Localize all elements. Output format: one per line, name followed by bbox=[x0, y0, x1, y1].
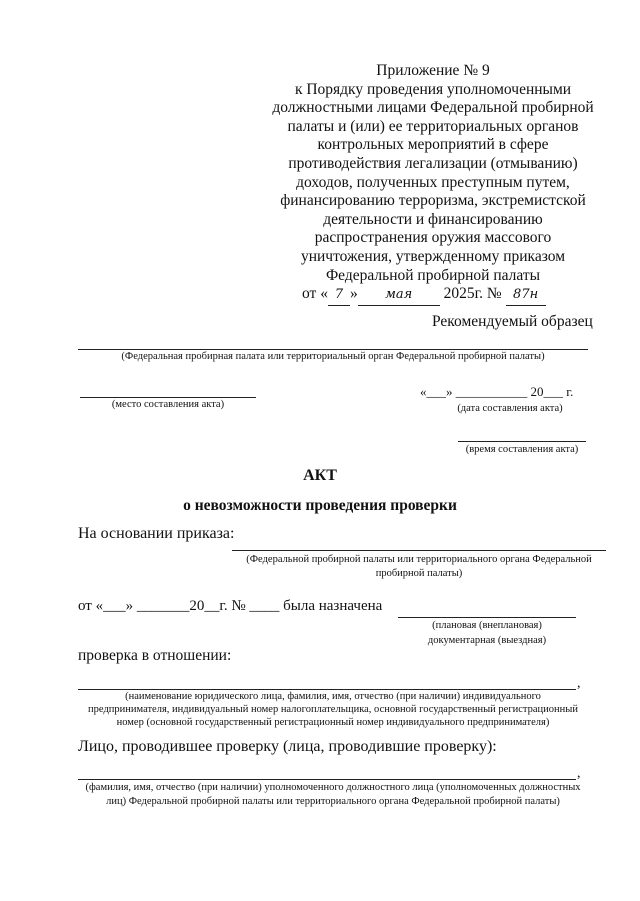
document-subtitle: о невозможности проведения проверки bbox=[183, 497, 457, 514]
appendix-date-line: от « 7 » мая 2025г. № 87н bbox=[268, 285, 598, 306]
regarding-label: проверка в отношении: bbox=[78, 647, 232, 664]
inspector-comma: , bbox=[577, 766, 581, 781]
inspector-caption-1: (фамилия, имя, отчество (при наличии) уполномоченного должностного лица (уполномоченных должностных bbox=[85, 782, 581, 793]
date-caption: (дата составления акта) bbox=[457, 403, 563, 414]
check-type-caption-2: документарная (выездная) bbox=[427, 635, 547, 646]
order-caption-2: пробирной палаты) bbox=[375, 568, 463, 579]
sample-label: Рекомендуемый образец bbox=[432, 313, 593, 330]
order-field-line bbox=[232, 550, 606, 551]
appendix-line: финансированию терроризма, экстремистской bbox=[280, 192, 586, 210]
appendix-line: уничтожения, утвержденному приказом bbox=[300, 247, 566, 265]
document-title: АКТ bbox=[303, 467, 337, 484]
appendix-line: доходов, полученных преступным путем, bbox=[296, 173, 570, 191]
date-day: 7 bbox=[328, 286, 350, 306]
entity-caption-3: номер (основной государственный регистрационный номер индивидуального предпринимателя) bbox=[116, 717, 550, 728]
time-field-line bbox=[458, 441, 586, 442]
order-number: 87н bbox=[506, 286, 546, 306]
place-caption: (место составления акта) bbox=[111, 399, 225, 410]
entity-caption-1: (наименование юридического лица, фамилия, имя, отчество (при наличии) индивидуального bbox=[125, 691, 541, 702]
appendix-line: палаты и (или) ее территориальных органов bbox=[287, 117, 579, 135]
appendix-line: должностными лицами Федеральной пробирной bbox=[272, 99, 594, 117]
inspector-label: Лицо, проводившее проверку (лица, проводившие проверку): bbox=[78, 738, 497, 755]
appendix-line: к Порядку проведения уполномоченными bbox=[294, 80, 572, 98]
inspector-caption-2: лиц) Федеральной пробирной палаты или территориального органа Федеральной пробирной палаты) bbox=[106, 796, 560, 807]
time-caption: (время составления акта) bbox=[465, 444, 579, 455]
inspector-field-line bbox=[78, 779, 576, 780]
act-date-text: «___» ___________ 20___ г. bbox=[420, 384, 574, 399]
appendix-line: распространения оружия массового bbox=[314, 229, 552, 247]
check-type-caption-1: (плановая (внеплановая) bbox=[432, 620, 542, 631]
appendix-line: Федеральной пробирной палаты bbox=[325, 266, 541, 284]
appendix-header bbox=[268, 62, 598, 306]
date-month: мая bbox=[358, 286, 440, 306]
check-type-line bbox=[398, 617, 576, 618]
org-caption: (Федеральная пробирная палата или территориальный орган Федеральной пробирной палаты) bbox=[121, 351, 545, 362]
appendix-line: противодействия легализации (отмыванию) bbox=[288, 154, 578, 172]
entity-caption-2: предпринимателя, индивидуальный номер налогоплательщика, основной государственный регистрационный bbox=[88, 704, 578, 715]
order-caption-1: (Федеральной пробирной палаты или территориального органа Федеральной bbox=[246, 554, 592, 565]
entity-comma: , bbox=[577, 676, 581, 691]
order-label: На основании приказа: bbox=[78, 525, 235, 542]
appendix-line: Приложение № 9 bbox=[376, 62, 490, 79]
appendix-line: деятельности и финансированию bbox=[323, 210, 543, 228]
order-from-text: от «___» _______20__г. № ____ была назначена bbox=[78, 598, 383, 614]
appendix-line: контрольных мероприятий в сфере bbox=[317, 136, 549, 154]
date-year: 2025 bbox=[443, 285, 475, 303]
